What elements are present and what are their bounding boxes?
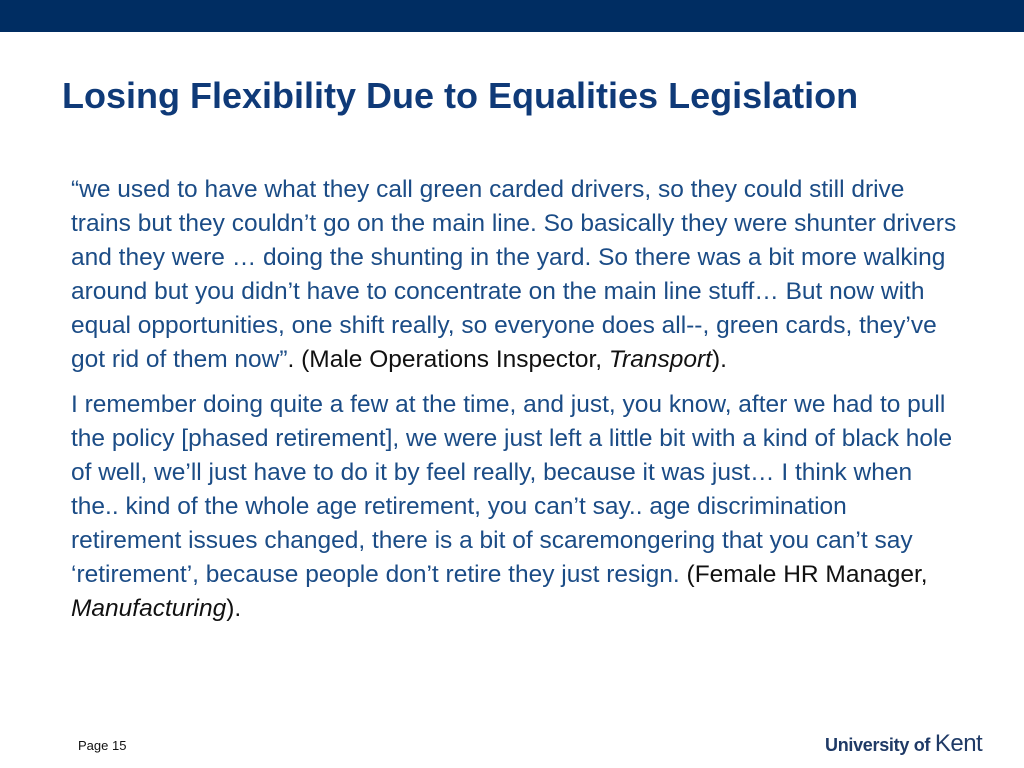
quote-1-attribution-prefix: . (Male Operations Inspector, [287, 346, 609, 373]
slide-body [71, 173, 961, 637]
page-number: Page 15 [78, 738, 127, 753]
quote-2-attribution-sector: Manufacturing [71, 595, 227, 622]
logo-prefix-text: University of [825, 735, 935, 755]
slide-title: Losing Flexibility Due to Equalities Legislation [62, 75, 859, 116]
quote-1-attribution-suffix: ). [711, 346, 727, 373]
quote-paragraph-1 [71, 173, 961, 377]
top-banner [0, 0, 1024, 32]
quote-2-text: I remember doing quite a few at the time, and just, you know, after we had to pull the policy [phased retirement], we were just left a little bit with a kind of black hole of well, we’ll just have to do it by feel really, because it was just… I think when the.. kind of the whole age retirement, you can’t say.. age discrimination retirement issues changed, there is a bit of scaremongering that you can’t say ‘retirement’, because people don’t retire they just resign. [71, 391, 953, 588]
quote-2-attribution-suffix: ). [226, 595, 242, 622]
quote-2-attribution-prefix: (Female HR Manager, [679, 561, 928, 588]
logo-name-text: Kent [934, 730, 983, 757]
quote-paragraph-2 [71, 388, 961, 626]
quote-1-text: “we used to have what they call green carded drivers, so they could still drive trains but they couldn’t go on the main line. So basically they were shunter drivers and they were … doing the shunting in the yard. So there was a bit more walking around but you didn’t have to concentrate on the main line stuff… But now with equal opportunities, one shift really, so everyone does all--, green cards, they’ve got rid of them now” [71, 176, 957, 373]
quote-1-attribution [288, 346, 727, 373]
university-logo [825, 730, 982, 758]
quote-1-attribution-sector: Transport [608, 346, 712, 373]
